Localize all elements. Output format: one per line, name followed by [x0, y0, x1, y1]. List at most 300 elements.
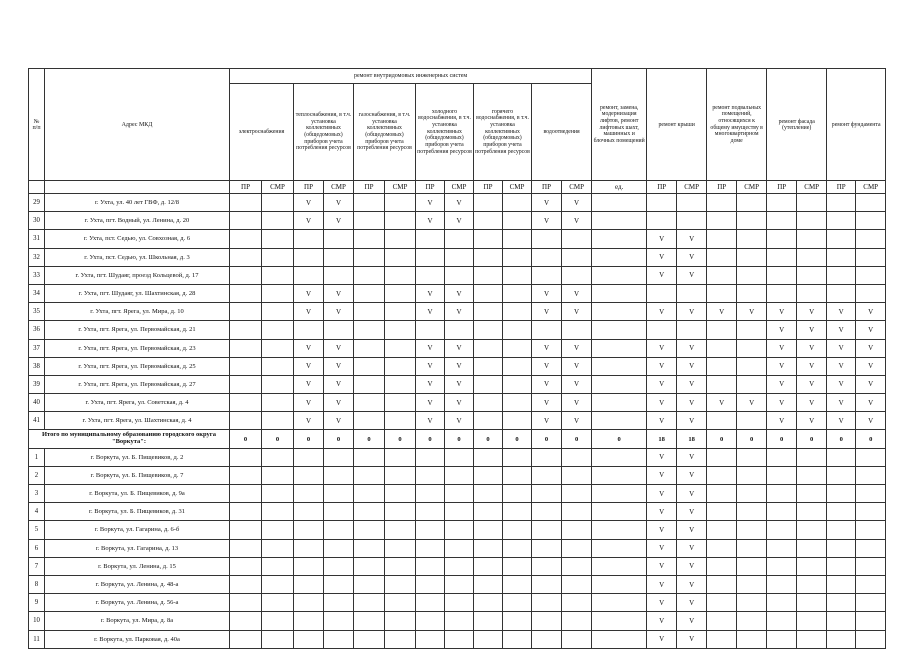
work-mark: V — [647, 248, 677, 266]
empty-cell — [230, 557, 262, 575]
empty-cell — [503, 394, 532, 412]
empty-cell — [532, 612, 562, 630]
work-mark: V — [856, 375, 886, 393]
table-body — [29, 194, 886, 649]
num-abbrev: п/п — [32, 124, 41, 131]
total-value: 0 — [445, 430, 474, 448]
empty-cell — [354, 248, 385, 266]
work-mark: V — [445, 194, 474, 212]
empty-cell — [416, 503, 445, 521]
row-number: 40 — [29, 394, 45, 412]
empty-cell — [324, 248, 354, 266]
empty-cell — [262, 248, 294, 266]
table-row — [29, 375, 886, 393]
header-electricity: электроснабжения — [230, 84, 294, 181]
empty-cell — [737, 521, 767, 539]
empty-cell — [562, 266, 592, 284]
row-number: 34 — [29, 284, 45, 302]
empty-cell — [445, 466, 474, 484]
empty-cell — [707, 194, 737, 212]
empty-cell — [503, 539, 532, 557]
header-num — [29, 69, 45, 181]
empty-cell — [647, 194, 677, 212]
work-mark: V — [416, 303, 445, 321]
empty-cell — [592, 485, 647, 503]
empty-cell — [647, 284, 677, 302]
empty-cell — [230, 485, 262, 503]
empty-cell — [354, 212, 385, 230]
work-mark: V — [294, 412, 324, 430]
num-sign: № — [33, 118, 40, 125]
empty-cell — [532, 630, 562, 648]
empty-cell — [797, 557, 827, 575]
empty-cell — [354, 539, 385, 557]
total-value: 0 — [707, 430, 737, 448]
empty-cell — [592, 466, 647, 484]
work-mark: V — [677, 248, 707, 266]
empty-cell — [503, 248, 532, 266]
empty-cell — [354, 557, 385, 575]
empty-cell — [827, 539, 856, 557]
empty-cell — [416, 248, 445, 266]
empty-cell — [592, 612, 647, 630]
empty-cell — [503, 485, 532, 503]
work-mark: V — [647, 466, 677, 484]
row-number: 7 — [29, 557, 45, 575]
row-address: г. Воркута, ул. Б. Пищевиков, д. 7 — [45, 466, 230, 484]
empty-cell — [324, 575, 354, 593]
header-engineering-systems: ремонт внутридомовых инженерных систем — [230, 69, 592, 84]
empty-cell — [532, 503, 562, 521]
empty-cell — [856, 612, 886, 630]
empty-cell — [354, 321, 385, 339]
empty-cell — [354, 448, 385, 466]
row-number: 4 — [29, 503, 45, 521]
empty-cell — [562, 594, 592, 612]
total-value: 0 — [294, 430, 324, 448]
row-address: г. Воркута, ул. Ленина, д. 48-а — [45, 575, 230, 593]
empty-cell — [385, 321, 416, 339]
empty-cell — [797, 448, 827, 466]
unit-smr: СМР — [262, 181, 294, 194]
empty-cell — [230, 266, 262, 284]
header-gas: газоснабжения, в т.ч. установка коллективных (общедомовых) приборов учета потребления ресурсов — [354, 84, 416, 181]
empty-cell — [324, 230, 354, 248]
empty-cell — [416, 321, 445, 339]
empty-cell — [707, 485, 737, 503]
empty-cell — [324, 485, 354, 503]
empty-cell — [294, 521, 324, 539]
empty-cell — [856, 194, 886, 212]
work-mark: V — [677, 503, 707, 521]
empty-cell — [592, 248, 647, 266]
empty-cell — [262, 339, 294, 357]
table-row — [29, 266, 886, 284]
work-mark: V — [647, 448, 677, 466]
row-number: 30 — [29, 212, 45, 230]
empty-cell — [532, 266, 562, 284]
empty-cell — [474, 230, 503, 248]
work-mark: V — [324, 194, 354, 212]
work-mark: V — [445, 339, 474, 357]
empty-cell — [445, 557, 474, 575]
row-address: г. Ухта, пгт. Ярега, ул. Первомайская, д. 23 — [45, 339, 230, 357]
empty-cell — [294, 248, 324, 266]
empty-cell — [262, 539, 294, 557]
row-address: г. Воркута, ул. Парковая, д. 40а — [45, 630, 230, 648]
unit-pr: ПР — [532, 181, 562, 194]
total-value: 18 — [677, 430, 707, 448]
empty-cell — [827, 194, 856, 212]
empty-cell — [230, 212, 262, 230]
row-address: г. Воркута, ул. Мира, д. 8а — [45, 612, 230, 630]
work-mark: V — [797, 321, 827, 339]
empty-cell — [797, 194, 827, 212]
work-mark: V — [856, 339, 886, 357]
work-mark: V — [677, 575, 707, 593]
work-mark: V — [416, 212, 445, 230]
total-value: 0 — [324, 430, 354, 448]
empty-cell — [737, 594, 767, 612]
empty-cell — [230, 194, 262, 212]
empty-cell — [767, 230, 797, 248]
empty-cell — [445, 448, 474, 466]
row-address: г. Воркута, ул. Б. Пищевиков, д. 9а — [45, 485, 230, 503]
repair-program-sheet — [28, 68, 885, 649]
work-mark: V — [532, 339, 562, 357]
work-mark: V — [647, 557, 677, 575]
empty-cell — [856, 448, 886, 466]
empty-cell — [416, 557, 445, 575]
empty-cell — [856, 557, 886, 575]
empty-cell — [416, 521, 445, 539]
empty-cell — [592, 375, 647, 393]
empty-cell — [230, 303, 262, 321]
row-number: 37 — [29, 339, 45, 357]
empty-cell — [354, 375, 385, 393]
empty-cell — [230, 521, 262, 539]
header-basement: ремонт подвальных помещений, относящихся к общему имуществу в многоквартирном доме — [707, 69, 767, 181]
empty-cell — [385, 230, 416, 248]
empty-cell — [592, 539, 647, 557]
empty-cell — [230, 321, 262, 339]
empty-cell — [445, 575, 474, 593]
work-mark: V — [827, 357, 856, 375]
total-value: 0 — [262, 430, 294, 448]
empty-cell — [474, 503, 503, 521]
empty-cell — [767, 466, 797, 484]
empty-cell — [294, 321, 324, 339]
work-mark: V — [294, 194, 324, 212]
work-mark: V — [677, 485, 707, 503]
work-mark: V — [647, 357, 677, 375]
work-mark: V — [562, 212, 592, 230]
work-mark: V — [677, 612, 707, 630]
empty-cell — [503, 412, 532, 430]
work-mark: V — [677, 357, 707, 375]
empty-cell — [707, 575, 737, 593]
empty-cell — [503, 594, 532, 612]
work-mark: V — [767, 339, 797, 357]
empty-cell — [294, 266, 324, 284]
empty-cell — [592, 630, 647, 648]
empty-cell — [797, 630, 827, 648]
empty-cell — [385, 339, 416, 357]
work-mark: V — [532, 284, 562, 302]
empty-cell — [474, 412, 503, 430]
empty-cell — [737, 284, 767, 302]
empty-cell — [737, 248, 767, 266]
total-value: 0 — [856, 430, 886, 448]
empty-cell — [385, 303, 416, 321]
table-row — [29, 485, 886, 503]
row-address: г. Воркута, ул. Ленина, д. 15 — [45, 557, 230, 575]
empty-cell — [385, 212, 416, 230]
empty-cell — [592, 230, 647, 248]
empty-cell — [532, 248, 562, 266]
empty-cell — [262, 375, 294, 393]
empty-cell — [767, 212, 797, 230]
work-mark: V — [677, 339, 707, 357]
empty-cell — [474, 466, 503, 484]
work-mark: V — [416, 412, 445, 430]
work-mark: V — [445, 375, 474, 393]
work-mark: V — [324, 394, 354, 412]
empty-cell — [230, 575, 262, 593]
unit-cell-empty — [29, 181, 45, 194]
empty-cell — [592, 394, 647, 412]
work-mark: V — [416, 394, 445, 412]
empty-cell — [354, 284, 385, 302]
empty-cell — [503, 612, 532, 630]
header-drainage: водоотведения — [532, 84, 592, 181]
unit-pr: ПР — [647, 181, 677, 194]
work-mark: V — [677, 266, 707, 284]
table-row — [29, 230, 886, 248]
work-mark: V — [677, 630, 707, 648]
empty-cell — [262, 303, 294, 321]
empty-cell — [592, 266, 647, 284]
empty-cell — [474, 212, 503, 230]
empty-cell — [827, 212, 856, 230]
row-number: 8 — [29, 575, 45, 593]
empty-cell — [827, 630, 856, 648]
empty-cell — [592, 575, 647, 593]
empty-cell — [856, 466, 886, 484]
empty-cell — [416, 466, 445, 484]
unit-smr: СМР — [562, 181, 592, 194]
empty-cell — [503, 230, 532, 248]
empty-cell — [416, 539, 445, 557]
unit-cell-empty — [45, 181, 230, 194]
work-mark: V — [677, 375, 707, 393]
row-address: г. Ухта, пст. Седью, ул. Школьная, д. 3 — [45, 248, 230, 266]
header-roof: ремонт крыши — [647, 69, 707, 181]
empty-cell — [445, 503, 474, 521]
unit-smr: СМР — [737, 181, 767, 194]
empty-cell — [856, 521, 886, 539]
work-mark: V — [767, 357, 797, 375]
empty-cell — [354, 503, 385, 521]
empty-cell — [797, 266, 827, 284]
empty-cell — [562, 539, 592, 557]
empty-cell — [324, 521, 354, 539]
row-address: г. Ухта, пгт. Шудаяг, ул. Шахтинская, д. 28 — [45, 284, 230, 302]
unit-smr: СМР — [324, 181, 354, 194]
unit-smr: СМР — [797, 181, 827, 194]
empty-cell — [230, 594, 262, 612]
empty-cell — [294, 466, 324, 484]
table-row — [29, 448, 886, 466]
work-mark: V — [856, 357, 886, 375]
empty-cell — [294, 485, 324, 503]
table-row — [29, 248, 886, 266]
empty-cell — [856, 594, 886, 612]
table-row — [29, 521, 886, 539]
table-row — [29, 594, 886, 612]
row-address: г. Ухта, ул. 40 лет ГВФ, д. 12/8 — [45, 194, 230, 212]
table-row — [29, 575, 886, 593]
empty-cell — [324, 594, 354, 612]
work-mark: V — [532, 394, 562, 412]
empty-cell — [324, 466, 354, 484]
row-number: 5 — [29, 521, 45, 539]
header-address: Адрес МКД — [45, 69, 230, 181]
empty-cell — [737, 539, 767, 557]
empty-cell — [354, 575, 385, 593]
work-mark: V — [797, 357, 827, 375]
empty-cell — [262, 357, 294, 375]
empty-cell — [562, 557, 592, 575]
empty-cell — [262, 612, 294, 630]
work-mark: V — [445, 394, 474, 412]
empty-cell — [385, 448, 416, 466]
empty-cell — [737, 375, 767, 393]
empty-cell — [592, 339, 647, 357]
total-value: 0 — [354, 430, 385, 448]
work-mark: V — [677, 303, 707, 321]
empty-cell — [324, 266, 354, 284]
empty-cell — [416, 630, 445, 648]
work-mark: V — [737, 303, 767, 321]
empty-cell — [503, 466, 532, 484]
empty-cell — [385, 557, 416, 575]
work-mark: V — [324, 284, 354, 302]
row-address: г. Воркута, ул. Гагарина, д. 6-б — [45, 521, 230, 539]
empty-cell — [856, 575, 886, 593]
empty-cell — [797, 284, 827, 302]
empty-cell — [767, 630, 797, 648]
empty-cell — [474, 266, 503, 284]
row-number: 11 — [29, 630, 45, 648]
empty-cell — [856, 630, 886, 648]
empty-cell — [503, 375, 532, 393]
work-mark: V — [677, 539, 707, 557]
total-value: 0 — [767, 430, 797, 448]
unit-pr: ПР — [474, 181, 503, 194]
empty-cell — [474, 394, 503, 412]
empty-cell — [562, 321, 592, 339]
empty-cell — [474, 303, 503, 321]
empty-cell — [230, 375, 262, 393]
mkd-repair-table — [28, 68, 886, 649]
empty-cell — [797, 521, 827, 539]
empty-cell — [230, 230, 262, 248]
work-mark: V — [562, 375, 592, 393]
empty-cell — [532, 485, 562, 503]
empty-cell — [474, 339, 503, 357]
row-number: 32 — [29, 248, 45, 266]
header-hot-water: горячего водоснабжения, в т.ч. установка коллективных (общедомовых) приборов учета потребления ресурсов — [474, 84, 532, 181]
empty-cell — [294, 612, 324, 630]
empty-cell — [294, 594, 324, 612]
row-address: г. Ухта, пгт. Водный, ул. Ленина, д. 20 — [45, 212, 230, 230]
empty-cell — [707, 521, 737, 539]
empty-cell — [827, 557, 856, 575]
empty-cell — [737, 412, 767, 430]
row-number: 39 — [29, 375, 45, 393]
empty-cell — [707, 375, 737, 393]
work-mark: V — [677, 466, 707, 484]
empty-cell — [445, 230, 474, 248]
empty-cell — [737, 575, 767, 593]
work-mark: V — [445, 212, 474, 230]
empty-cell — [474, 248, 503, 266]
empty-cell — [737, 266, 767, 284]
empty-cell — [474, 557, 503, 575]
work-mark: V — [856, 321, 886, 339]
empty-cell — [385, 412, 416, 430]
empty-cell — [503, 266, 532, 284]
empty-cell — [737, 339, 767, 357]
empty-cell — [592, 521, 647, 539]
empty-cell — [592, 284, 647, 302]
units-row — [29, 181, 886, 194]
unit-ed: ед. — [592, 181, 647, 194]
work-mark: V — [294, 339, 324, 357]
empty-cell — [230, 503, 262, 521]
work-mark: V — [797, 412, 827, 430]
empty-cell — [445, 539, 474, 557]
work-mark: V — [647, 521, 677, 539]
empty-cell — [385, 375, 416, 393]
row-address: г. Ухта, пгт. Шудаяг, проезд Кольцевой, д. 17 — [45, 266, 230, 284]
empty-cell — [503, 284, 532, 302]
work-mark: V — [445, 412, 474, 430]
header-lift: ремонт, замена, модернизация лифтов, ремонт лифтовых шахт, машинных и блочных помещений — [592, 69, 647, 181]
empty-cell — [562, 448, 592, 466]
empty-cell — [503, 321, 532, 339]
empty-cell — [503, 521, 532, 539]
row-number: 41 — [29, 412, 45, 430]
empty-cell — [416, 448, 445, 466]
empty-cell — [767, 284, 797, 302]
empty-cell — [677, 284, 707, 302]
empty-cell — [767, 557, 797, 575]
work-mark: V — [562, 339, 592, 357]
empty-cell — [767, 503, 797, 521]
total-value: 0 — [503, 430, 532, 448]
work-mark: V — [677, 412, 707, 430]
empty-cell — [707, 230, 737, 248]
work-mark: V — [324, 412, 354, 430]
empty-cell — [445, 248, 474, 266]
empty-cell — [354, 194, 385, 212]
table-row — [29, 557, 886, 575]
work-mark: V — [827, 375, 856, 393]
work-mark: V — [294, 212, 324, 230]
work-mark: V — [416, 284, 445, 302]
